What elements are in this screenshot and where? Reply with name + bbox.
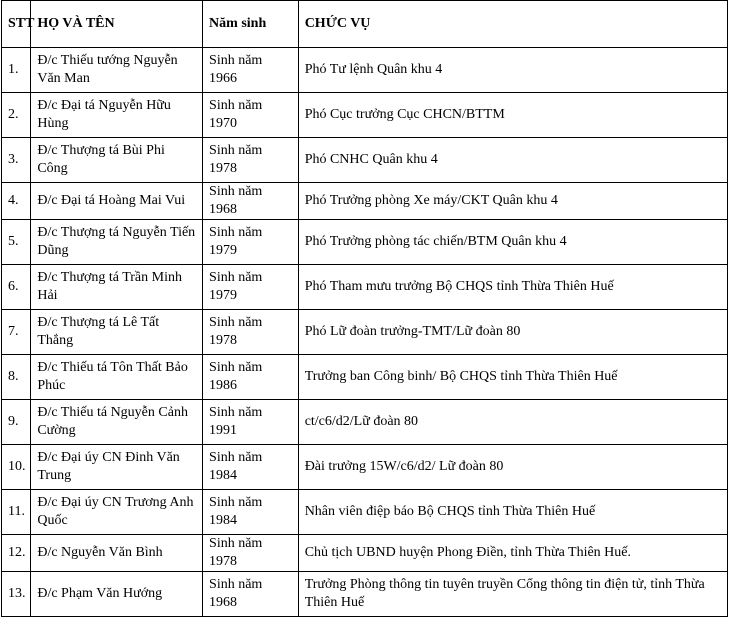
cell-name: Đ/c Thiếu tá Nguyễn Cảnh Cường (31, 400, 203, 445)
cell-birth-year: Sinh năm 1979 (203, 220, 299, 265)
cell-birth-year: Sinh năm 1984 (203, 490, 299, 535)
cell-position: Trưởng Phòng thông tin tuyên truyền Cổng thông tin điện tử, tỉnh Thừa Thiên Huế (298, 572, 727, 617)
table-row (2, 48, 728, 93)
cell-name: Đ/c Thượng tá Nguyễn Tiến Dũng (31, 220, 203, 265)
cell-name: Đ/c Thiếu tá Tôn Thất Bảo Phúc (31, 355, 203, 400)
cell-birth-year: Sinh năm 1986 (203, 355, 299, 400)
cell-name: Đ/c Nguyễn Văn Bình (31, 535, 203, 572)
cell-position: ct/c6/d2/Lữ đoàn 80 (298, 400, 727, 445)
header-row (2, 1, 728, 48)
table-row (2, 220, 728, 265)
cell-birth-year: Sinh năm 1991 (203, 400, 299, 445)
cell-stt: 7. (2, 310, 31, 355)
cell-name: Đ/c Thượng tá Lê Tất Thắng (31, 310, 203, 355)
cell-position: Đài trưởng 15W/c6/d2/ Lữ đoàn 80 (298, 445, 727, 490)
table-row (2, 535, 728, 572)
cell-position: Phó Trưởng phòng tác chiến/BTM Quân khu 4 (298, 220, 727, 265)
table-row (2, 355, 728, 400)
cell-stt: 2. (2, 93, 31, 138)
header-stt: STT (2, 1, 31, 48)
cell-name: Đ/c Đại tá Hoàng Mai Vui (31, 183, 203, 220)
personnel-table (1, 0, 728, 617)
cell-name: Đ/c Thượng tá Bùi Phi Công (31, 138, 203, 183)
cell-position: Nhân viên điệp báo Bộ CHQS tỉnh Thừa Thiên Huế (298, 490, 727, 535)
cell-position: Phó Trưởng phòng Xe máy/CKT Quân khu 4 (298, 183, 727, 220)
cell-name: Đ/c Thượng tá Trần Minh Hải (31, 265, 203, 310)
cell-stt: 8. (2, 355, 31, 400)
table-row (2, 445, 728, 490)
cell-name: Đ/c Đại tá Nguyễn Hữu Hùng (31, 93, 203, 138)
cell-name: Đ/c Thiếu tướng Nguyễn Văn Man (31, 48, 203, 93)
cell-birth-year: Sinh năm 1978 (203, 535, 299, 572)
table-row (2, 572, 728, 617)
table-row (2, 490, 728, 535)
cell-stt: 10. (2, 445, 31, 490)
table-row (2, 265, 728, 310)
cell-stt: 6. (2, 265, 31, 310)
cell-position: Phó Tham mưu trưởng Bộ CHQS tỉnh Thừa Thiên Huế (298, 265, 727, 310)
header-birth-year: Năm sinh (203, 1, 299, 48)
cell-position: Phó Tư lệnh Quân khu 4 (298, 48, 727, 93)
cell-stt: 1. (2, 48, 31, 93)
cell-birth-year: Sinh năm 1978 (203, 138, 299, 183)
table-row (2, 183, 728, 220)
cell-position: Phó CNHC Quân khu 4 (298, 138, 727, 183)
cell-birth-year: Sinh năm 1984 (203, 445, 299, 490)
cell-position: Trưởng ban Công binh/ Bộ CHQS tỉnh Thừa Thiên Huế (298, 355, 727, 400)
table-row (2, 400, 728, 445)
cell-stt: 12. (2, 535, 31, 572)
cell-birth-year: Sinh năm 1979 (203, 265, 299, 310)
cell-name: Đ/c Phạm Văn Hướng (31, 572, 203, 617)
cell-position: Phó Lữ đoàn trưởng-TMT/Lữ đoàn 80 (298, 310, 727, 355)
cell-birth-year: Sinh năm 1966 (203, 48, 299, 93)
header-position: CHỨC VỤ (298, 1, 727, 48)
cell-name: Đ/c Đại úy CN Đinh Văn Trung (31, 445, 203, 490)
table-row (2, 138, 728, 183)
cell-stt: 5. (2, 220, 31, 265)
cell-position: Phó Cục trưởng Cục CHCN/BTTM (298, 93, 727, 138)
cell-stt: 4. (2, 183, 31, 220)
header-name: HỌ VÀ TÊN (31, 1, 203, 48)
cell-stt: 13. (2, 572, 31, 617)
cell-birth-year: Sinh năm 1970 (203, 93, 299, 138)
cell-birth-year: Sinh năm 1968 (203, 572, 299, 617)
cell-birth-year: Sinh năm 1978 (203, 310, 299, 355)
cell-stt: 11. (2, 490, 31, 535)
cell-stt: 3. (2, 138, 31, 183)
cell-stt: 9. (2, 400, 31, 445)
table-row (2, 93, 728, 138)
cell-position: Chủ tịch UBND huyện Phong Điền, tỉnh Thừa Thiên Huế. (298, 535, 727, 572)
table-row (2, 310, 728, 355)
cell-birth-year: Sinh năm 1968 (203, 183, 299, 220)
cell-name: Đ/c Đại úy CN Trương Anh Quốc (31, 490, 203, 535)
